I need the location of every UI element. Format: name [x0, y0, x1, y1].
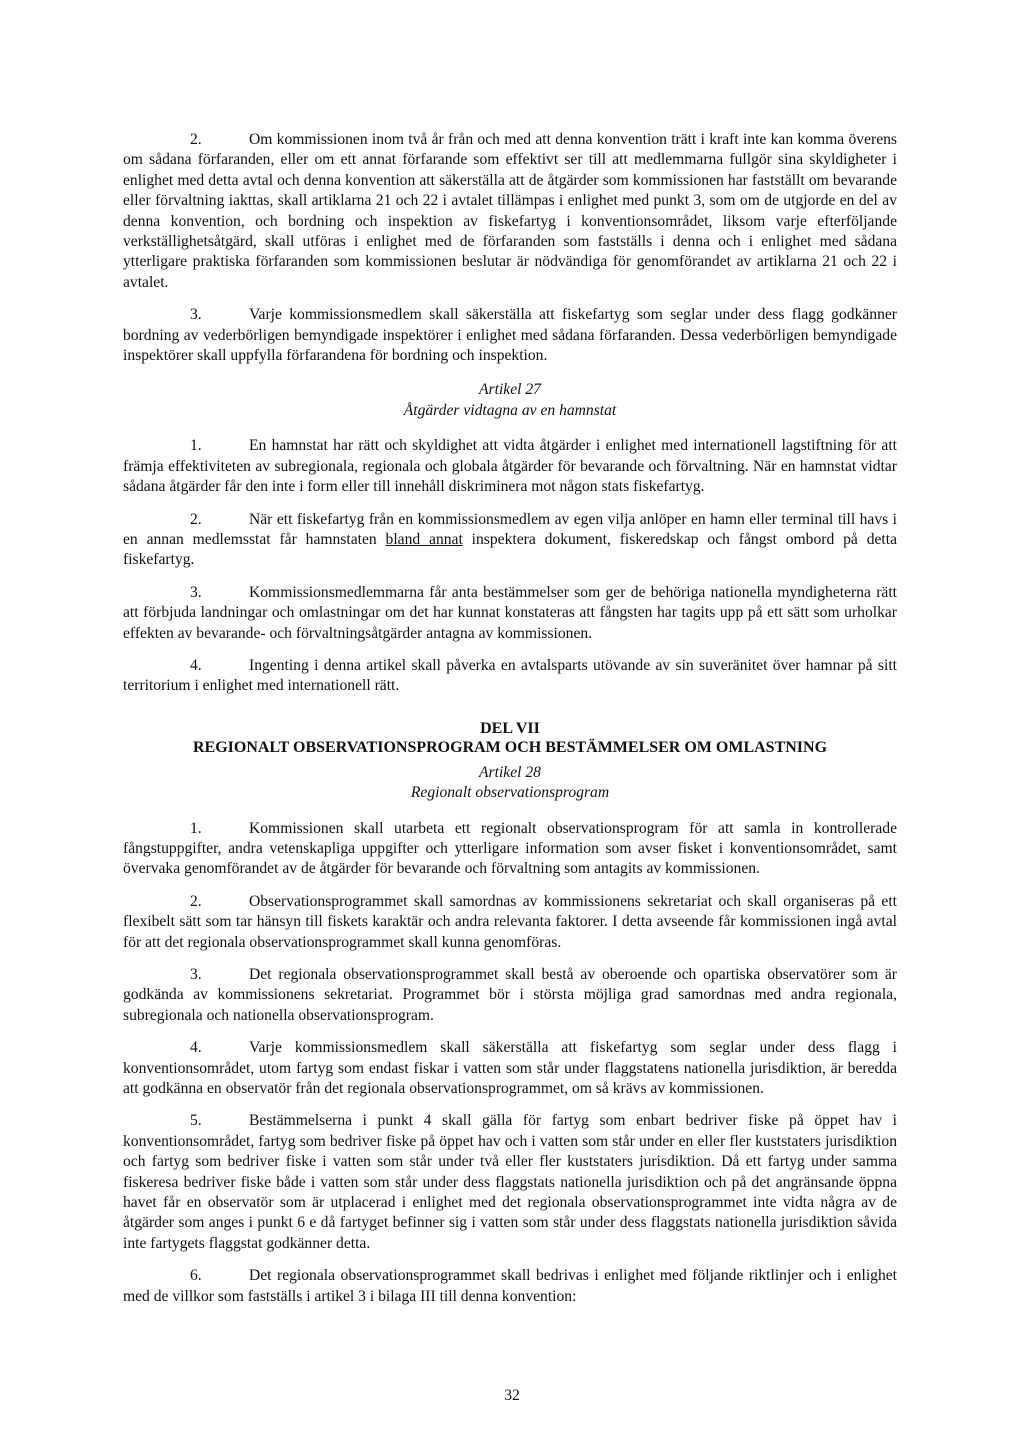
paragraph-text: Om kommissionen inom två år från och med att denna konvention trätt i kraft inte kan komma överens om sådana förfaranden, eller om ett annat förfarande som effektivt ser till att medlemmarna fullgör sina skyldigheter i enlighet med detta avtal och denna konvention att säkerställa att de åtgärder som kommissionen har fastställt om bevarande eller förvaltning iakttas, skall artiklarna 21 och 22 i avtalet tillämpas i enlighet med punkt 3, som om de utgjorde en del av denna konvention, och bordning och inspektion av fiskefartyg i konventionsområdet, liksom varje efterföljande verkställighetsåtgärd, skall utföras i enlighet med de förfaranden som fastställs i denna och i enlighet med sådana ytterligare praktiska förfaranden som kommissionen beslutar är nödvändiga för genomförandet av artiklarna 21 och 22 i avtalet.: [123, 131, 897, 291]
page-number: 32: [504, 1387, 520, 1404]
document-body: [123, 130, 897, 1319]
article-27-paragraph-3: [123, 583, 897, 644]
article-28-paragraph-1: [123, 819, 897, 880]
part-7-heading: [123, 719, 897, 757]
paragraph-number: 3.: [190, 583, 202, 601]
paragraph-number: 3.: [190, 966, 202, 983]
paragraph-number: 6.: [190, 1267, 202, 1285]
paragraph-number: 2.: [190, 131, 202, 148]
article-27-paragraph-4: [123, 656, 897, 697]
paragraph-number: 2.: [190, 510, 202, 528]
article-27-paragraph-1: [123, 436, 897, 497]
paragraph-text: Ingenting i denna artikel skall påverka en avtalsparts utövande av sin suveränitet över hamnar på sitt territorium i enlighet med internationell rätt.: [123, 656, 897, 695]
paragraph-number: 5.: [190, 1112, 202, 1130]
paragraph-number: 1.: [190, 437, 202, 455]
paragraph-number: 2.: [190, 892, 202, 910]
article-28-paragraph-3: [123, 965, 897, 1026]
article-28-paragraph-6: [123, 1266, 897, 1307]
article-title: Artikel 28: [479, 763, 541, 781]
part-title: DEL VII: [480, 719, 540, 737]
article-28-paragraph-5: [123, 1111, 897, 1254]
paragraph-number: 1.: [190, 819, 202, 837]
paragraph-text: Det regionala observationsprogrammet skall bestå av oberoende och opartiska observatörer som är godkända av kommissionens sekretariat. Programmet bör i största möjliga grad samordnas med andra regionala, subregionala och nationella observationsprogram.: [123, 966, 897, 1024]
paragraph-2: [123, 130, 897, 293]
paragraph-text: En hamnstat har rätt och skyldighet att vidta åtgärder i enlighet med internationell lagstiftning för att främja effektiviteten av subregionala, regionala och globala åtgärder för bevarande och förvaltning. När en hamnstat vidtar sådana åtgärder får den inte i form eller till innehåll diskriminera mot någon stats fiskefartyg.: [123, 437, 897, 496]
paragraph-text: När ett fiskefartyg från en kommissionsmedlem av egen vilja anlöper en hamn eller terminal till havs i en annan medlemsstat får hamnstaten: [123, 510, 897, 548]
article-27-heading: [123, 380, 897, 421]
paragraph-text: Bestämmelserna i punkt 4 skall gälla för fartyg som enbart bedriver fiske på öppet hav i konventionsområdet, fartyg som bedriver fiske på öppet hav och i vatten som står under en eller fler kuststaters jurisdiktion och fartyg som bedriver fiske i vatten som står under två eller fler kuststaters jurisdiktion. Då ett fartyg under samma fiskeresa bedriver fiske både i vatten som står under dess flaggstats nationella jurisdiktion och på det angränsande öppna havet får en observatör som är utplacerad i enlighet med det regionala observationsprogrammet inte vidta några av de åtgärder som anges i punkt 6 e då fartyget befinner sig i vatten som står under dess flaggstats nationella jurisdiktion såvida inte fartygets flaggstat godkänner detta.: [123, 1112, 897, 1252]
paragraph-text: Varje kommissionsmedlem skall säkerställa att fiskefartyg som seglar under dess flagg godkänner bordning av vederbörligen bemyndigade inspektörer i enlighet med sådana förfaranden. Dessa vederbörligen bemyndigade inspektörer skall uppfylla förfarandena för bordning och inspektion.: [123, 306, 897, 365]
paragraph-3: [123, 305, 897, 366]
paragraph-text: Kommissionsmedlemmarna får anta bestämmelser som ger de behöriga nationella myndigheterna rätt att förbjuda landningar och omlastningar om det har kunnat konstateras att fångsten har tagits upp på ett sätt som urholkar effekten av bevarande- och förvaltningsåtgärder antagna av kommissionen.: [123, 583, 897, 642]
paragraph-text: Kommissionen skall utarbeta ett regionalt observationsprogram för att samla in kontrollerade fångstuppgifter, andra vetenskapliga uppgifter och ytterligare information som avser fisket i konventionsområdet, samt övervaka genomförandet av de åtgärder för bevarande och förvaltning som antagits av kommissionen.: [123, 819, 897, 878]
underlined-phrase: bland annat: [385, 530, 463, 548]
paragraph-number: 4.: [190, 1039, 202, 1057]
paragraph-text: Varje kommissionsmedlem skall säkerställa att fiskefartyg som seglar under dess flagg i konventionsområdet, utom fartyg som endast fiskar i vatten som står under flaggstatens nationella jurisdiktion, är beredda att godkänna en observatör från det regionala observationsprogrammet, om så krävs av kommissionen.: [123, 1039, 897, 1098]
article-subtitle: Åtgärder vidtagna av en hamnstat: [403, 401, 617, 419]
article-subtitle: Regionalt observationsprogram: [410, 784, 610, 802]
article-28-paragraph-4: [123, 1038, 897, 1099]
paragraph-number: 4.: [190, 656, 202, 674]
part-subtitle: REGIONALT OBSERVATIONSPROGRAM OCH BESTÄMMELSER OM OMLASTNING: [192, 738, 828, 756]
article-28-heading: [123, 763, 897, 804]
paragraph-text: Det regionala observationsprogrammet skall bedrivas i enlighet med följande riktlinjer och i enlighet med de villkor som fastställs i artikel 3 i bilaga III till denna konvention:: [123, 1267, 897, 1305]
article-title: Artikel 27: [479, 381, 541, 399]
paragraph-text: Observationsprogrammet skall samordnas av kommissionens sekretariat och skall organiseras på ett flexibelt sätt som tar hänsyn till fiskets karaktär och andra relevanta faktorer. I detta avseende får kommissionen ingå avtal för att det regionala observationsprogrammet skall kunna genomföras.: [123, 892, 897, 951]
paragraph-text-continued: inspektera dokument, fiskeredskap och fångst ombord på detta fiskefartyg.: [123, 530, 897, 569]
paragraph-number: 3.: [190, 306, 202, 324]
article-27-paragraph-2: [123, 510, 897, 571]
article-28-paragraph-2: [123, 892, 897, 953]
